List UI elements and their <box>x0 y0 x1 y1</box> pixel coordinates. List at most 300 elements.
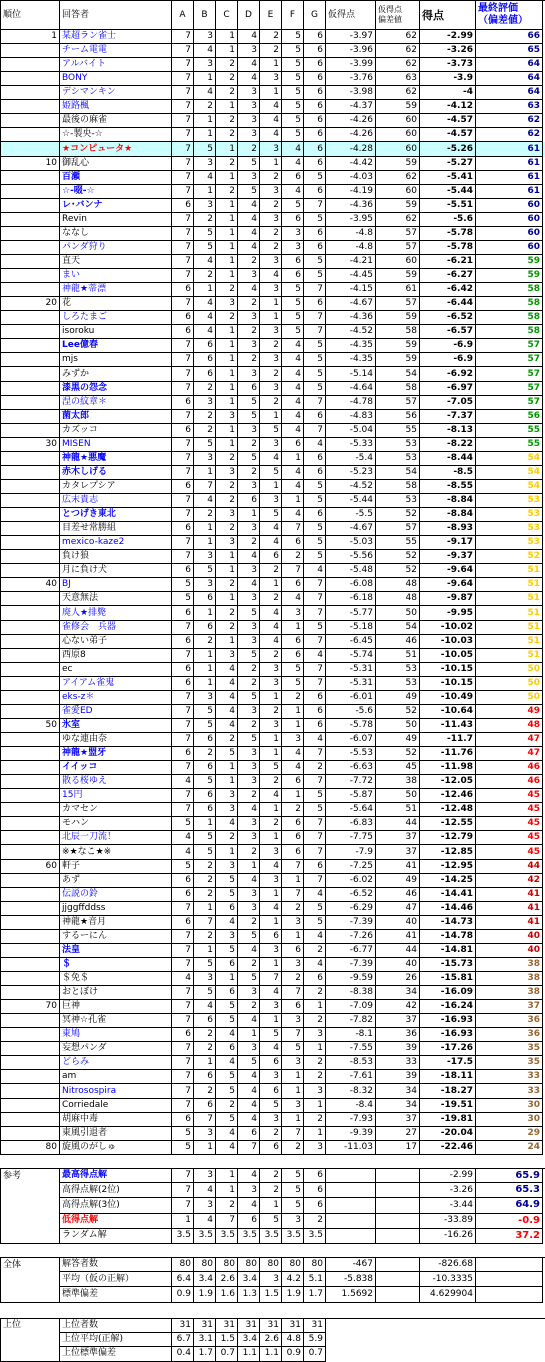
respondent-name: Nitrosospira <box>60 1084 172 1099</box>
answer-cell: 1 <box>216 592 238 606</box>
section-value: 0.4 <box>172 1347 194 1362</box>
answer-cell: 1 <box>194 663 216 677</box>
answer-cell: 2 <box>304 1070 326 1084</box>
section-value: 1 <box>172 1214 194 1229</box>
section-label-row <box>0 1257 545 1272</box>
answer-cell: 5 <box>304 171 326 185</box>
final-score-cell: -8.55 <box>420 480 476 494</box>
answer-cell: 2 <box>238 677 260 691</box>
answer-cell: 4 <box>238 199 260 213</box>
table-row <box>0 578 545 592</box>
section-value: 5.1 <box>304 1272 326 1287</box>
answer-cell: 6 <box>304 860 326 874</box>
rank-cell <box>0 635 60 649</box>
answer-cell: 3 <box>238 817 260 831</box>
answer-cell: 2 <box>194 100 216 114</box>
section-final: -33.89 <box>420 1214 476 1229</box>
deviation-cell: 58 <box>376 480 420 494</box>
deviation-cell: 50 <box>376 789 420 803</box>
respondent-name: 心ない弟子 <box>60 635 172 649</box>
section-dev <box>376 1169 420 1183</box>
answer-cell: 3 <box>238 831 260 845</box>
table-row <box>0 761 545 775</box>
deviation-cell: 45 <box>376 761 420 775</box>
answer-cell: 5 <box>304 803 326 817</box>
evaluation-cell: 53 <box>476 494 543 508</box>
section-row-name: 最高得点解 <box>60 1169 172 1183</box>
score-cell: -6.83 <box>326 817 376 831</box>
answer-cell: 7 <box>282 986 304 1000</box>
section-value: 31 <box>304 1319 326 1333</box>
answer-cell: 4 <box>282 339 304 353</box>
evaluation-cell: 51 <box>476 592 543 606</box>
answer-cell: 1 <box>216 339 238 353</box>
answer-cell: 4 <box>304 438 326 452</box>
respondent-name: isoroku <box>60 325 172 339</box>
answer-cell: 4 <box>282 761 304 775</box>
table-row <box>0 663 545 677</box>
final-score-cell: -7.05 <box>420 396 476 410</box>
evaluation-cell: 38 <box>476 958 543 972</box>
table-row <box>0 353 545 367</box>
final-score-cell: -12.55 <box>420 817 476 831</box>
evaluation-cell: 64 <box>476 72 543 86</box>
respondent-name: BJ <box>60 578 172 592</box>
answer-cell: 5 <box>304 339 326 353</box>
evaluation-cell: 56 <box>476 410 543 424</box>
answer-cell: 1 <box>260 311 282 325</box>
section-row-name: 標準偏差 <box>60 1287 172 1302</box>
final-score-cell: -9.87 <box>420 592 476 606</box>
answer-cell: 6 <box>282 649 304 663</box>
answer-cell: 2 <box>282 972 304 986</box>
answer-cell: 1 <box>282 930 304 944</box>
respondent-name: 涅の紋章＊ <box>60 396 172 410</box>
rank-cell <box>0 86 60 100</box>
answer-cell: 2 <box>304 1014 326 1028</box>
section-value: 3.5 <box>304 1229 326 1244</box>
answer-cell: 7 <box>304 817 326 831</box>
section-value: 3 <box>194 1169 216 1183</box>
rank-cell <box>0 972 60 986</box>
deviation-cell: 57 <box>376 396 420 410</box>
answer-cell: 2 <box>238 719 260 733</box>
respondent-name: まい <box>60 269 172 283</box>
answer-cell: 4 <box>260 621 282 635</box>
section-label-row <box>0 1168 545 1183</box>
evaluation-cell: 33 <box>476 1070 543 1084</box>
answer-cell: 6 <box>282 775 304 789</box>
rank-cell <box>0 1056 60 1070</box>
answer-cell: 5 <box>172 592 194 606</box>
table-row <box>0 1028 545 1042</box>
rank-cell <box>0 817 60 831</box>
section-row-name: 解答者数 <box>60 1258 172 1272</box>
rank-cell: 30 <box>0 438 60 452</box>
answer-cell: 3 <box>194 157 216 171</box>
answer-cell: 6 <box>194 789 216 803</box>
answer-cell: 2 <box>238 958 260 972</box>
answer-cell: 7 <box>172 1014 194 1028</box>
answer-cell: 1 <box>282 1113 304 1127</box>
answer-cell: 5 <box>260 761 282 775</box>
answer-cell: 6 <box>172 606 194 621</box>
section-value: 80 <box>172 1258 194 1272</box>
evaluation-cell: 45 <box>476 803 543 817</box>
header-row <box>0 0 545 30</box>
answer-cell: 4 <box>282 396 304 410</box>
respondent-name: 直天 <box>60 255 172 269</box>
answer-cell: 2 <box>282 691 304 705</box>
final-score-cell: -12.79 <box>420 831 476 845</box>
answer-cell: 2 <box>304 986 326 1000</box>
answer-cell: 1 <box>260 803 282 817</box>
respondent-name: おとぼけ <box>60 986 172 1000</box>
header-col: E <box>260 1 282 30</box>
respondent-name: 巨神 <box>60 1000 172 1014</box>
table-row <box>0 508 545 522</box>
deviation-cell: 37 <box>376 1113 420 1127</box>
section-row <box>0 1287 545 1302</box>
section-value: 31 <box>172 1319 194 1333</box>
answer-cell: 5 <box>216 944 238 958</box>
section-value: 5.9 <box>304 1333 326 1348</box>
header-evaluation <box>476 1 543 30</box>
answer-cell: 7 <box>172 466 194 480</box>
evaluation-cell: 36 <box>476 1014 543 1028</box>
deviation-cell: 51 <box>376 649 420 663</box>
answer-cell: 2 <box>260 705 282 719</box>
evaluation-cell: 57 <box>476 353 543 367</box>
section-value: 1 <box>216 1183 238 1198</box>
answer-cell: 3 <box>194 972 216 986</box>
answer-cell: 6 <box>282 578 304 592</box>
deviation-cell: 53 <box>376 452 420 466</box>
answer-cell: 7 <box>172 550 194 564</box>
answer-cell: 4 <box>260 986 282 1000</box>
respondent-name: Revin <box>60 213 172 227</box>
answer-cell: 5 <box>282 30 304 44</box>
table-row <box>0 424 545 438</box>
respondent-name: 旋風のがしゅ <box>60 1141 172 1155</box>
answer-cell: 6 <box>172 874 194 888</box>
final-score-cell: -9.64 <box>420 564 476 578</box>
answer-cell: 7 <box>282 564 304 578</box>
respondent-name: 天意無法 <box>60 592 172 606</box>
score-cell: -6.29 <box>326 902 376 916</box>
answer-cell: 2 <box>216 283 238 297</box>
final-score-cell: -12.85 <box>420 845 476 860</box>
evaluation-cell: 45 <box>476 789 543 803</box>
answer-cell: 6 <box>172 635 194 649</box>
final-score-cell: -8.5 <box>420 466 476 480</box>
answer-cell: 5 <box>304 213 326 227</box>
respondent-name: チーム電電 <box>60 44 172 58</box>
answer-cell: 6 <box>172 480 194 494</box>
score-cell: -4.28 <box>326 142 376 157</box>
answer-cell: 7 <box>172 58 194 72</box>
answer-cell: 1 <box>194 72 216 86</box>
section-value: 4 <box>238 1169 260 1183</box>
answer-cell: 4 <box>238 227 260 241</box>
answer-cell: 7 <box>172 382 194 396</box>
table-row <box>0 382 545 396</box>
evaluation-cell: 41 <box>476 916 543 930</box>
answer-cell: 7 <box>172 649 194 663</box>
answer-cell: 5 <box>282 325 304 339</box>
answer-cell: 3 <box>260 325 282 339</box>
answer-cell: 2 <box>238 325 260 339</box>
rank-cell <box>0 367 60 382</box>
section-value: 3.5 <box>194 1229 216 1244</box>
answer-cell: 1 <box>216 100 238 114</box>
answer-cell: 2 <box>194 424 216 438</box>
answer-cell: 7 <box>172 438 194 452</box>
answer-cell: 6 <box>282 213 304 227</box>
answer-cell: 4 <box>194 311 216 325</box>
answer-cell: 3 <box>282 1099 304 1113</box>
answer-cell: 4 <box>282 480 304 494</box>
section-value: 80 <box>282 1258 304 1272</box>
answer-cell: 5 <box>216 747 238 761</box>
rank-cell <box>0 72 60 86</box>
final-score-cell: -8.13 <box>420 424 476 438</box>
section-value: 2 <box>260 1183 282 1198</box>
section-row <box>0 1214 545 1229</box>
answer-cell: 3 <box>216 789 238 803</box>
answer-cell: 6 <box>304 185 326 199</box>
answer-cell: 7 <box>172 171 194 185</box>
answer-cell: 7 <box>304 775 326 789</box>
answer-cell: 5 <box>216 1000 238 1014</box>
answer-cell: 2 <box>260 227 282 241</box>
section-value: 1.9 <box>194 1287 216 1302</box>
answer-cell: 7 <box>172 494 194 508</box>
answer-cell: 5 <box>216 1014 238 1028</box>
answer-cell: 7 <box>172 86 194 100</box>
answer-cell: 4 <box>238 283 260 297</box>
final-score-cell: -19.51 <box>420 1099 476 1113</box>
respondent-name: eks-z＊ <box>60 691 172 705</box>
evaluation-cell: 58 <box>476 297 543 311</box>
answer-cell: 6 <box>304 157 326 171</box>
answer-cell: 6 <box>304 86 326 100</box>
answer-cell: 7 <box>304 831 326 845</box>
section-row-name: 高得点解(3位) <box>60 1198 172 1213</box>
respondent-name: カズッコ <box>60 424 172 438</box>
table-row <box>0 803 545 817</box>
section-value: 6.7 <box>172 1333 194 1348</box>
answer-cell: 2 <box>260 171 282 185</box>
rank-cell <box>0 171 60 185</box>
evaluation-cell: 54 <box>476 452 543 466</box>
answer-cell: 4 <box>260 522 282 536</box>
answer-cell: 2 <box>194 874 216 888</box>
answer-cell: 2 <box>238 142 260 157</box>
answer-cell: 4 <box>282 185 304 199</box>
answer-cell: 6 <box>172 283 194 297</box>
answer-cell: 2 <box>194 930 216 944</box>
respondent-name: 散る桜ゆえ <box>60 775 172 789</box>
answer-cell: 3 <box>194 396 216 410</box>
answer-cell: 6 <box>172 325 194 339</box>
answer-cell: 4 <box>216 916 238 930</box>
answer-cell: 4 <box>282 382 304 396</box>
answer-cell: 6 <box>304 128 326 142</box>
answer-cell: 1 <box>282 621 304 635</box>
section-value: 5 <box>260 1214 282 1229</box>
answer-cell: 5 <box>172 578 194 592</box>
answer-cell: 2 <box>194 747 216 761</box>
score-cell: -4.35 <box>326 339 376 353</box>
respondent-name: みずか <box>60 367 172 382</box>
header-col: C <box>216 1 238 30</box>
answer-cell: 4 <box>216 817 238 831</box>
answer-cell: 2 <box>216 128 238 142</box>
answer-cell: 6 <box>304 142 326 157</box>
answer-cell: 7 <box>304 396 326 410</box>
answer-cell: 7 <box>304 845 326 860</box>
score-cell: -3.98 <box>326 86 376 100</box>
answer-cell: 3 <box>238 367 260 382</box>
answer-cell: 2 <box>260 396 282 410</box>
section-value: 3.5 <box>172 1229 194 1244</box>
deviation-cell: 37 <box>376 845 420 860</box>
final-score-cell: -6.57 <box>420 325 476 339</box>
rank-cell <box>0 803 60 817</box>
respondent-name: レ･バンナ <box>60 199 172 213</box>
section-label: 上位 <box>0 1319 60 1333</box>
rank-cell <box>0 185 60 199</box>
answer-cell: 4 <box>194 86 216 100</box>
answer-cell: 1 <box>194 944 216 958</box>
answer-cell: 1 <box>216 353 238 367</box>
answer-cell: 3 <box>260 719 282 733</box>
answer-cell: 5 <box>304 382 326 396</box>
section-value: 6.4 <box>172 1272 194 1287</box>
deviation-cell: 59 <box>376 269 420 283</box>
evaluation-cell: 47 <box>476 747 543 761</box>
respondent-name: カマセン <box>60 803 172 817</box>
evaluation-cell: 54 <box>476 480 543 494</box>
score-cell: -3.76 <box>326 72 376 86</box>
section-value: 5 <box>282 1183 304 1198</box>
answer-cell: 2 <box>216 480 238 494</box>
answer-cell: 1 <box>216 396 238 410</box>
answer-cell: 4 <box>172 831 194 845</box>
answer-cell: 1 <box>260 410 282 424</box>
score-cell: -7.55 <box>326 1042 376 1056</box>
answer-cell: 1 <box>194 536 216 550</box>
answer-cell: 7 <box>194 480 216 494</box>
answer-cell: 3 <box>238 705 260 719</box>
header-name: 回答者 <box>60 1 172 30</box>
answer-cell: 7 <box>172 691 194 705</box>
table-row <box>0 1084 545 1099</box>
answer-cell: 2 <box>238 789 260 803</box>
evaluation-cell: 60 <box>476 199 543 213</box>
answer-cell: 3 <box>238 747 260 761</box>
answer-cell: 3 <box>260 874 282 888</box>
answer-cell: 3 <box>194 30 216 44</box>
deviation-cell: 34 <box>376 1099 420 1113</box>
section-value: 6 <box>304 1183 326 1198</box>
score-cell: -5.53 <box>326 747 376 761</box>
final-score-cell: -16.93 <box>420 1014 476 1028</box>
answer-cell: 7 <box>172 157 194 171</box>
deviation-cell: 36 <box>376 1028 420 1042</box>
section-value: 4 <box>238 1198 260 1213</box>
section-row-name: 上位者数 <box>60 1319 172 1333</box>
answer-cell: 2 <box>238 297 260 311</box>
answer-cell: 1 <box>260 733 282 747</box>
answer-cell: 6 <box>172 677 194 691</box>
deviation-cell: 47 <box>376 902 420 916</box>
answer-cell: 7 <box>304 592 326 606</box>
answer-cell: 7 <box>172 100 194 114</box>
answer-cell: 2 <box>260 44 282 58</box>
evaluation-cell: 42 <box>476 874 543 888</box>
rank-cell <box>0 592 60 606</box>
deviation-cell: 53 <box>376 438 420 452</box>
rank-cell <box>0 1028 60 1042</box>
table-row <box>0 72 545 86</box>
evaluation-cell: 51 <box>476 564 543 578</box>
section-value: 80 <box>304 1258 326 1272</box>
answer-cell: 6 <box>216 902 238 916</box>
respondent-name: mjs <box>60 353 172 367</box>
answer-cell: 3 <box>260 353 282 367</box>
deviation-cell: 55 <box>376 536 420 550</box>
final-score-cell: -18.27 <box>420 1084 476 1099</box>
section-row-name: ランダム解 <box>60 1229 172 1244</box>
answer-cell: 6 <box>304 114 326 128</box>
section-eval: -0.9 <box>476 1214 543 1229</box>
final-score-cell: -16.09 <box>420 986 476 1000</box>
answer-cell: 3 <box>194 1127 216 1141</box>
deviation-cell: 58 <box>376 382 420 396</box>
evaluation-cell: 61 <box>476 185 543 199</box>
section-value: 6 <box>304 1169 326 1183</box>
section-row <box>0 1272 545 1287</box>
rank-cell <box>0 44 60 58</box>
answer-cell: 5 <box>304 621 326 635</box>
answer-cell: 3 <box>282 916 304 930</box>
answer-cell: 2 <box>238 255 260 269</box>
answer-cell: 4 <box>216 1028 238 1042</box>
answer-cell: 1 <box>216 438 238 452</box>
deviation-cell: 62 <box>376 213 420 227</box>
score-cell: -3.95 <box>326 213 376 227</box>
final-score-cell: -14.73 <box>420 916 476 930</box>
answer-cell: 4 <box>172 775 194 789</box>
final-score-cell: -6.42 <box>420 283 476 297</box>
score-cell: -5.5 <box>326 508 376 522</box>
answer-cell: 4 <box>260 100 282 114</box>
answer-cell: 4 <box>216 691 238 705</box>
answer-cell: 2 <box>216 58 238 72</box>
answer-cell: 2 <box>194 410 216 424</box>
rank-cell <box>0 227 60 241</box>
respondent-name: 負け狼 <box>60 550 172 564</box>
answer-cell: 7 <box>172 241 194 255</box>
answer-cell: 3 <box>282 606 304 621</box>
score-cell: -7.93 <box>326 1113 376 1127</box>
answer-cell: 1 <box>260 297 282 311</box>
section-value: 1 <box>216 1169 238 1183</box>
answer-cell: 5 <box>282 663 304 677</box>
section-value: 1.1 <box>260 1347 282 1362</box>
